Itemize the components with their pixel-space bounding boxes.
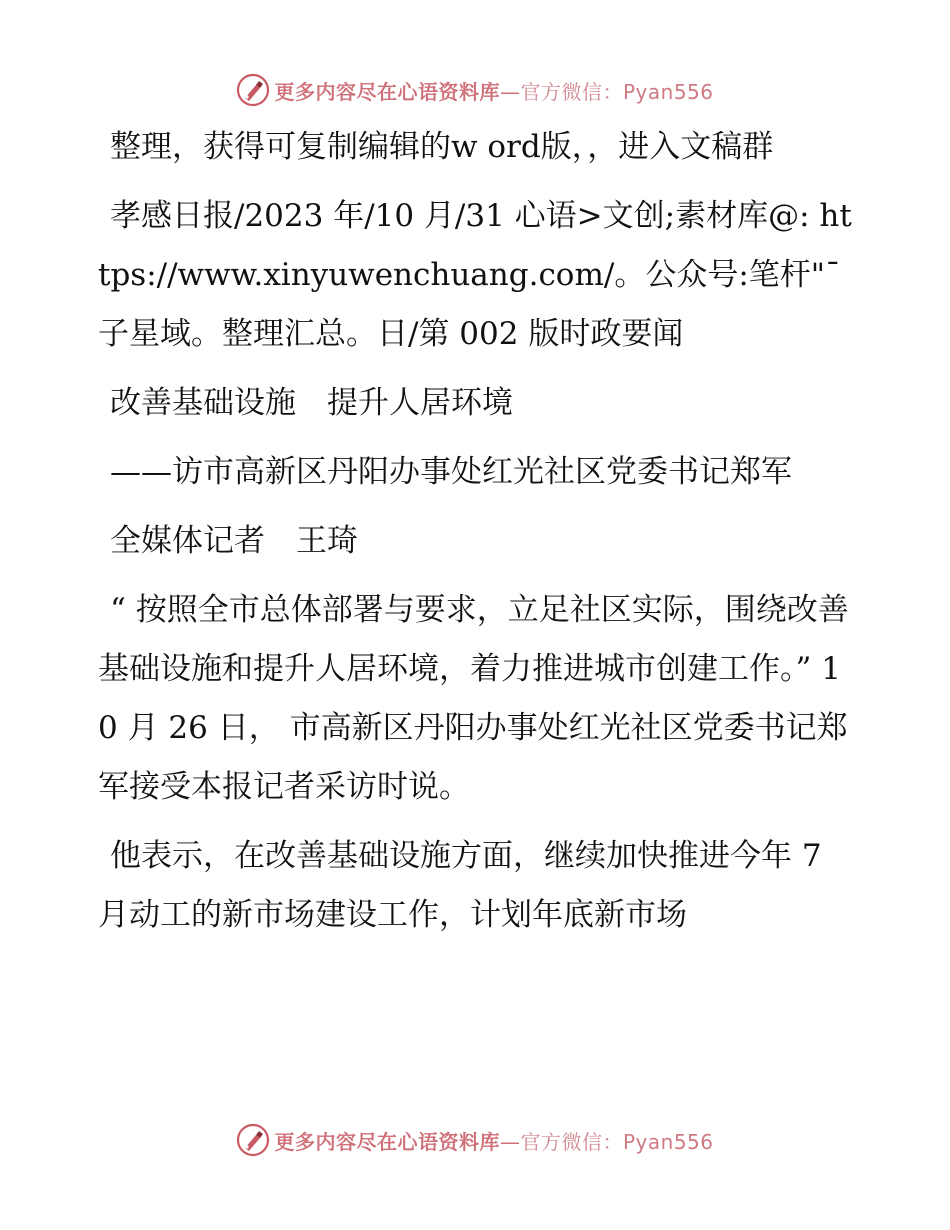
paragraph-body-1: “ 按照全市总体部署与要求，立足社区实际，围绕改善基础设施和提升人居环境，着力推进城市创建工作。” 10 月 26 日， 市高新区丹阳办事处红光社区党委书记郑军接受本报记者采访时说。 xyxy=(98,592,849,805)
banner-dash: — xyxy=(499,1129,521,1154)
article-title: 改善基础设施 提升人居环境 xyxy=(110,385,513,421)
pen-logo-icon xyxy=(236,73,270,107)
banner-wechat-id: Pyan556 xyxy=(622,79,714,104)
paragraph-source: 孝感日报/2023 年/10 月/31 心语>文创;素材库@: https://www.xinyuwenchuang.com/。公众号:笔杆"¯子星域。整理汇总。日/第 002 版时政要闻 xyxy=(98,198,852,352)
banner-text xyxy=(274,76,713,105)
banner-main-text: 更多内容尽在心语资料库 xyxy=(274,79,500,104)
banner-wechat-id: Pyan556 xyxy=(622,1129,714,1154)
article-subtitle: ——访市高新区丹阳办事处红光社区党委书记郑军 xyxy=(110,454,792,490)
banner-main-text: 更多内容尽在心语资料库 xyxy=(274,1129,500,1154)
paragraph-body-2: 他表示，在改善基础设施方面，继续加快推进今年 7 月动工的新市场建设工作，计划年底新市场 xyxy=(98,838,822,933)
banner-dash: — xyxy=(499,79,521,104)
banner-text xyxy=(274,1126,713,1155)
article-byline: 全媒体记者 王琦 xyxy=(110,523,358,559)
pen-logo-icon xyxy=(236,1123,270,1157)
banner-official-label: 官方微信： xyxy=(520,1129,623,1154)
banner-official-label: 官方微信： xyxy=(520,79,623,104)
paragraph-intro: 整理，获得可复制编辑的w ord版，，进入文稿群 xyxy=(110,129,774,165)
article-body xyxy=(98,118,858,955)
footer-watermark-banner xyxy=(0,1120,950,1160)
header-watermark-banner xyxy=(0,70,950,110)
